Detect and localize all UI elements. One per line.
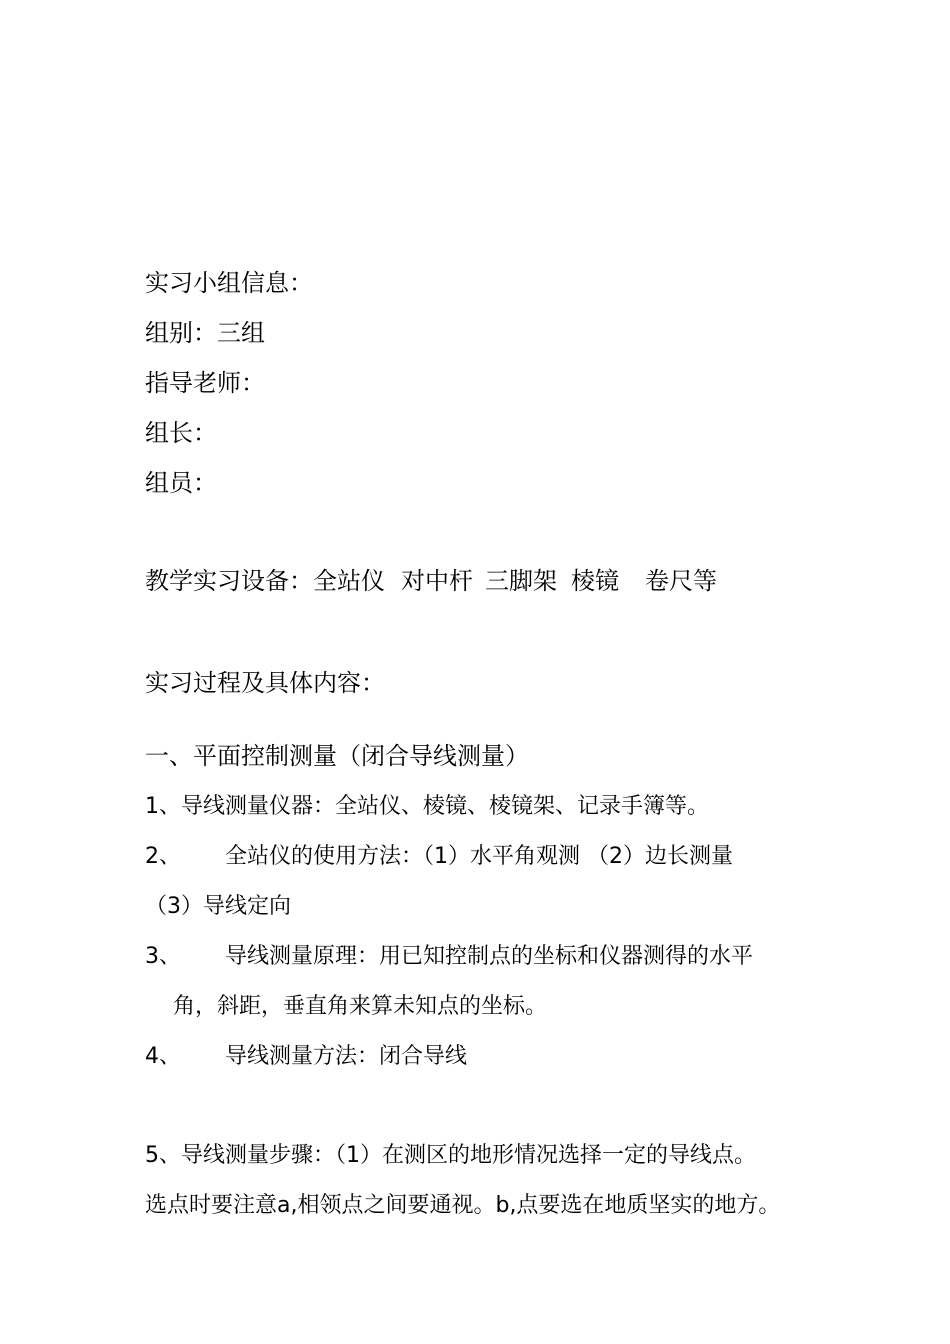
step-number: 4、 <box>145 1044 181 1069</box>
step-number: 3、 <box>145 944 181 969</box>
step-text: 导线测量方法：闭合导线 <box>225 1044 468 1069</box>
group-name: 组别：三组 <box>145 319 265 347</box>
step-3-continuation: 角，斜距，垂直角来算未知点的坐标。 <box>173 994 548 1019</box>
equipment-item: 全站仪 <box>313 567 385 595</box>
step-text: 导线测量原理：用已知控制点的坐标和仪器测得的水平 <box>225 944 754 969</box>
teacher-label: 指导老师： <box>145 369 265 397</box>
process-heading: 实习过程及具体内容： <box>145 669 385 697</box>
equipment-line <box>145 566 717 596</box>
step-number: 2、 <box>145 844 181 869</box>
section-title: 一、平面控制测量（闭合导线测量） <box>145 742 529 770</box>
step-2 <box>145 842 733 872</box>
equipment-item: 卷尺等 <box>645 567 717 595</box>
step-5-line-1: 5、导线测量步骤：（1）在测区的地形情况选择一定的导线点。 <box>145 1143 756 1168</box>
step-text: 全站仪的使用方法：（1）水平角观测 （2）边长测量 <box>225 844 733 869</box>
group-info-heading: 实习小组信息： <box>145 269 313 297</box>
equipment-item: 对中杆 <box>401 567 473 595</box>
step-3 <box>145 942 753 972</box>
equipment-item: 三脚架 <box>485 567 557 595</box>
equipment-label: 教学实习设备： <box>145 567 313 595</box>
step-2-continuation: （3）导线定向 <box>145 894 291 919</box>
step-4 <box>145 1042 467 1072</box>
equipment-item: 棱镜 <box>571 567 619 595</box>
step-1: 1、导线测量仪器：全站仪、棱镜、棱镜架、记录手簿等。 <box>145 794 709 819</box>
leader-label: 组长： <box>145 419 217 447</box>
step-5-line-2: 选点时要注意a,相领点之间要通视。b,点要选在地质坚实的地方。 <box>145 1193 781 1218</box>
members-label: 组员： <box>145 469 217 497</box>
